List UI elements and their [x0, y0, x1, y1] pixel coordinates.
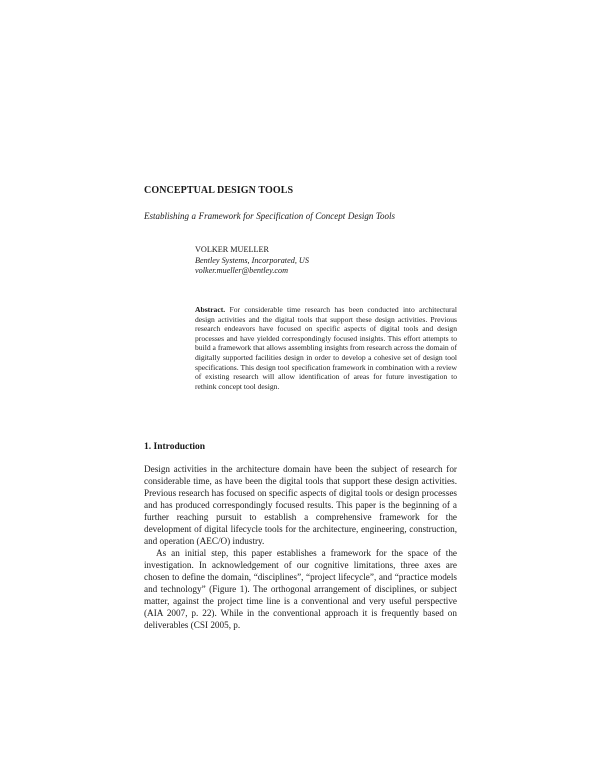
abstract-label: Abstract.	[195, 305, 226, 314]
paper-subtitle: Establishing a Framework for Specification of Concept Design Tools	[144, 211, 396, 221]
author-email: volker.mueller@bentley.com	[195, 266, 289, 275]
author-block	[195, 245, 309, 277]
author-name: VOLKER MUELLER	[195, 245, 269, 254]
author-affiliation: Bentley Systems, Incorporated, US	[195, 255, 309, 265]
abstract	[195, 305, 457, 391]
abstract-text: For considerable time research has been conducted into architectural design activities and the digital tools that support these design activities. Previous research endeavors have focused on specific aspects of digital tools and design processes and have yielded correspondingly focused insights. This effort attempts to build a framework that allows assembling insights from research across the domain of digitally supported facilities design in order to develop a cohesive set of design tool specifications. This design tool specification framework in combination with a review of existing research will allow identification of areas for future investigation to rethink concept tool design.	[195, 305, 457, 391]
paragraph: Design activities in the architecture domain have been the subject of research for considerable time, as have been the digital tools that support these design activities. Previous research has focused on specific aspects of digital tools or design processes and has produced correspondingly focused results. This paper is the beginning of a further reaching pursuit to establish a comprehensive framework for the development of digital lifecycle tools for the architecture, engineering, construction, and operation (AEC/O) industry.	[144, 464, 457, 546]
section-body	[144, 463, 457, 631]
paragraph: As an initial step, this paper establishes a framework for the space of the investigation. In acknowledgement of our cognitive limitations, three axes are chosen to define the domain, “disciplines”, “project lifecycle”, and “practice models and technology” (Figure 1). The orthogonal arrangement of disciplines, or subject matter, against the project time line is a conventional and very useful perspective (AIA 2007, p. 22). While in the conventional approach it is frequently based on deliverables (CSI 2005, p.	[144, 548, 457, 630]
paper-title: CONCEPTUAL DESIGN TOOLS	[144, 185, 294, 196]
section-heading: 1. Introduction	[144, 442, 206, 452]
